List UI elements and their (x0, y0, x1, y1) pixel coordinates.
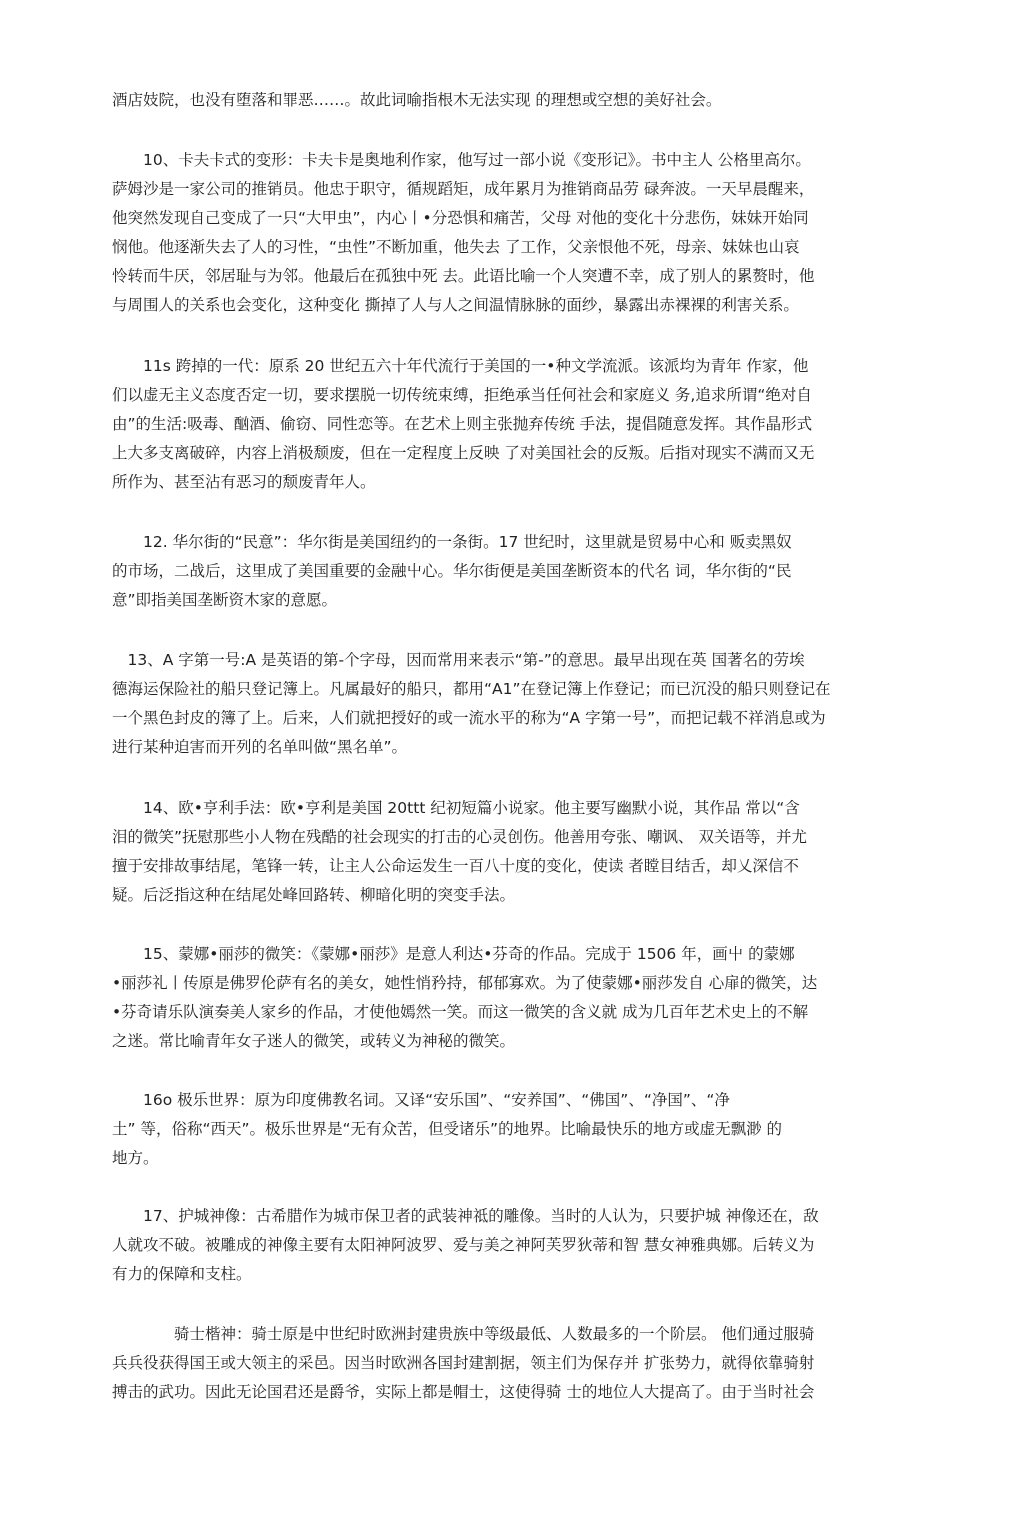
text-line: 人就攻不破。被雕成的神像主要有太阳神阿波罗、爱与美之神阿芙罗狄蒂和智 慧女神雅典娜。后转义为 (112, 1236, 815, 1254)
text-line: 与周围人的关系也会变化，这种变化 撕掉了人与人之间温情脉脉的面纱，暴露出赤裸裸的利害关系。 (112, 296, 799, 314)
text-line: 之迷。常比喻青年女子迷人的微笑，或转义为神秘的微笑。 (112, 1032, 516, 1050)
paragraph-guardian-statue (112, 1202, 912, 1289)
text-line: 悯他。他逐渐失去了人的习性，“虫性”不断加重，他失去 了工作，父亲恨他不死，母亲、妹妹也山哀 (112, 238, 800, 256)
paragraph-kafka (112, 146, 912, 320)
text-line: 进行某种迫害而开列的名单叫做“黑名单”。 (112, 738, 408, 756)
text-line: 的市场，二战后，这里成了美国重要的金融屮心。华尔街便是美国垄断资本的代名 词，华尔街的“民 (112, 562, 792, 580)
text-line: 上大多支离破碎，内容上消极颓废，但在一定程度上反映 了对美国社会的反叛。后指对现实不满而又无 (112, 444, 815, 462)
paragraph-utopia-end (112, 86, 912, 115)
text-line: 所作为、甚至沾有恶习的颓废青年人。 (112, 473, 376, 491)
text-line: 他突然发现自己变成了一只“大甲虫”，内心丨•分恐惧和痛苦，父母 对他的变化十分悲伤，妹妹开始同 (112, 209, 809, 227)
text-line: 意”即指美国垄断资木家的意愿。 (112, 591, 338, 609)
text-line: 12. 华尔街的“民意”：华尔街是美国纽约的一条街。17 世纪时，这里就是贸易中心和 贩卖黑奴 (112, 533, 792, 551)
paragraph-paradise (112, 1086, 912, 1173)
text-line: 怜转而牛厌，邻居耻与为邻。他最后在孤独中死 去。此语比喻一个人突遭不幸，成了别人的累赘时，他 (112, 267, 815, 285)
text-line: 擅于安排故事结尾，笔锋一转，让主人公命运发生一百八十度的变化，使读 者瞠目结舌，却乂深信不 (112, 857, 799, 875)
text-line: 搏击的武功。因此无论国君还是爵爷，实际上都是帽士，这使得骑 士的地位人大提高了。由于当时社会 (112, 1383, 815, 1401)
text-line: 德海运保险社的船只登记簿上。凡属最好的船只，都用“A1”在登记簿上作登记；而已沉没的船只则登记在 (112, 680, 831, 698)
text-line: •丽莎礼丨传原是佛罗伦萨有名的美女，她性悄矜持，郁郁寡欢。为了使蒙娜•丽莎发自 心扉的微笑，达 (112, 974, 818, 992)
paragraph-knight-spirit (112, 1320, 912, 1407)
paragraph-a-one (112, 646, 912, 762)
text-line: 13、A 字第一号:A 是英语的第-个字母，因而常用来表示“第-”的意思。最早出现在英 国著名的劳埃 (112, 651, 805, 669)
text-line: 萨姆沙是一家公司的推销员。他忠于职守，循规蹈矩，成年累月为推销商品劳 碌奔波。一天早晨醒来， (112, 180, 815, 198)
text-line: 由”的生活:吸毒、酗酒、偷窃、同性恋等。在艺术上则主张抛弃传统 手法，提倡随意发挥。其作晶形式 (112, 415, 813, 433)
paragraph-wall-street (112, 528, 912, 615)
text-line: 10、卡夫卡式的变形：卡夫卡是奥地利作家，他写过一部小说《变形记》。书中主人 公格里高尔。 (112, 151, 811, 169)
text-line: 土” 等，俗称“西天”。极乐世界是“无有众苦，但受诸乐”的地界。比喻最快乐的地方或虚无飘渺 的 (112, 1120, 783, 1138)
text-line: 酒店妓院，也没有堕落和罪恶……。故此词喻指根木无法实现 的理想或空想的美好社会。 (112, 91, 722, 109)
text-line: 有力的保障和支柱。 (112, 1265, 252, 1283)
text-line: 16o 极乐世界：原为印度佛教名词。又译“安乐国”、“安养国”、“佛国”、“净国”、“净 (112, 1091, 730, 1109)
text-line: 15、蒙娜•丽莎的微笑：《蒙娜•丽莎》是意人利达•芬奇的作品。完成于 1506 年，画屮 的蒙娜 (112, 945, 795, 963)
paragraph-beat-generation (112, 352, 912, 497)
paragraph-o-henry (112, 794, 912, 910)
text-line: 11s 跨掉的一代：原系 20 世纪五六十年代流行于美国的一•种文学流派。该派均为青年 作家，他 (112, 357, 809, 375)
text-line: 17、护城神像：古希腊作为城市保卫者的武装神祗的雕像。当时的人认为，只要护城 神像还在，敌 (112, 1207, 819, 1225)
text-line: 14、欧•亨利手法：欧•亨利是美国 20ttt 纪初短篇小说家。他主要写幽默小说，其作品 常以“含 (112, 799, 800, 817)
text-line: 们以虚无主义态度否定一切，要求摆脱一切传统束缚，拒绝承当任何社会和家庭义 务,追求所谓“绝对自 (112, 386, 812, 404)
text-line: 地方。 (112, 1149, 159, 1167)
text-line: 疑。后泛指这种在结尾处峰回路转、柳暗化明的突变手法。 (112, 886, 516, 904)
text-line: 泪的微笑”抚慰那些小人物在残酷的社会现实的打击的心灵创伤。他善用夸张、嘲讽、 双关语等，并尤 (112, 828, 807, 846)
text-line: 兵兵役获得国王或大领主的采邑。因当时欧洲各国封建割据，领主们为保存并 扩张势力，就得依靠骑射 (112, 1354, 815, 1372)
text-line: •芬奇请乐队演奏美人家乡的作品，才使他嫣然一笑。而这一微笑的含义就 成为几百年艺术史上的不解 (112, 1003, 809, 1021)
paragraph-mona-lisa (112, 940, 912, 1056)
text-line: 骑士楷神：骑士原是中世纪时欧洲封建贵族中等级最低、人数最多的一个阶层。 他们通过服骑 (112, 1325, 815, 1343)
text-line: 一个黑色封皮的簿了上。后来，人们就把授好的或一流水平的称为“A 字第一号”，而把记载不祥消息或为 (112, 709, 826, 727)
